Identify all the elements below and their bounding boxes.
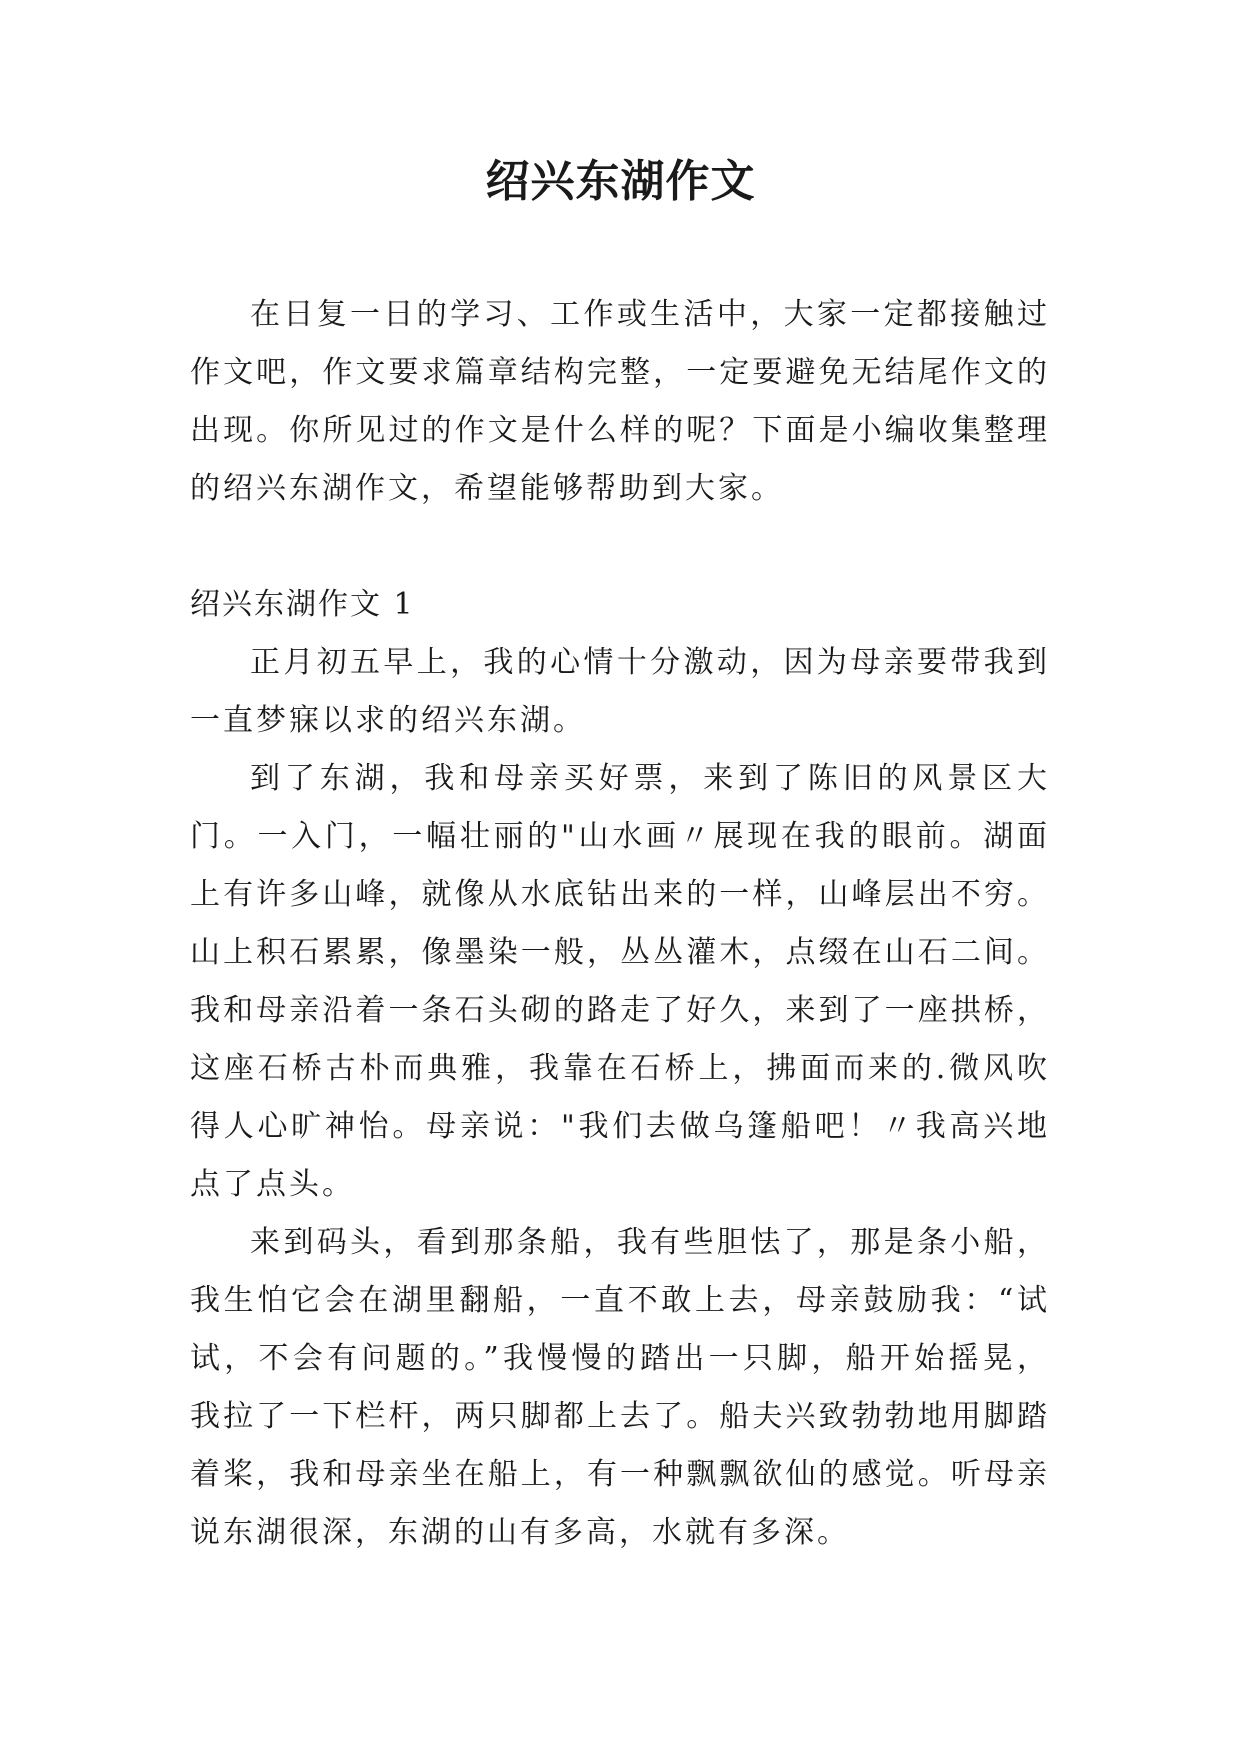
section-paragraph-1: 正月初五早上，我的心情十分激动，因为母亲要带我到一直梦寐以求的绍兴东湖。 bbox=[190, 645, 1050, 738]
document-title: 绍兴东湖作文 bbox=[485, 156, 756, 207]
document-body bbox=[190, 286, 1050, 1562]
section-heading: 绍兴东湖作文 1 bbox=[190, 587, 415, 622]
intro-paragraph: 在日复一日的学习、工作或生活中，大家一定都接触过作文吧，作文要求篇章结构完整，一定要避免无结尾作文的出现。你所见过的作文是什么样的呢？下面是小编收集整理的绍兴东湖作文，希望能够帮助到大家。 bbox=[190, 297, 1050, 506]
section-paragraph-2: 到了东湖，我和母亲买好票，来到了陈旧的风景区大门。一入门，一幅壮丽的"山水画〃展现在我的眼前。湖面上有许多山峰，就像从水底钻出来的一样，山峰层出不穷。山上积石累累，像墨染一般，丛丛灌木，点缀在山石二间。我和母亲沿着一条石头砌的路走了好久，来到了一座拱桥，这座石桥古朴而典雅，我靠在石桥上，拂面而来的.微风吹得人心旷神怡。母亲说："我们去做乌篷船吧！〃我高兴地点了点头。 bbox=[190, 761, 1050, 1202]
section-paragraph-3: 来到码头，看到那条船，我有些胆怯了，那是条小船，我生怕它会在湖里翻船，一直不敢上去，母亲鼓励我：“试试，不会有问题的。”我慢慢的踏出一只脚，船开始摇晃，我拉了一下栏杆，两只脚都上去了。船夫兴致勃勃地用脚踏着桨，我和母亲坐在船上，有一种飘飘欲仙的感觉。听母亲说东湖很深，东湖的山有多高，水就有多深。 bbox=[190, 1225, 1050, 1550]
